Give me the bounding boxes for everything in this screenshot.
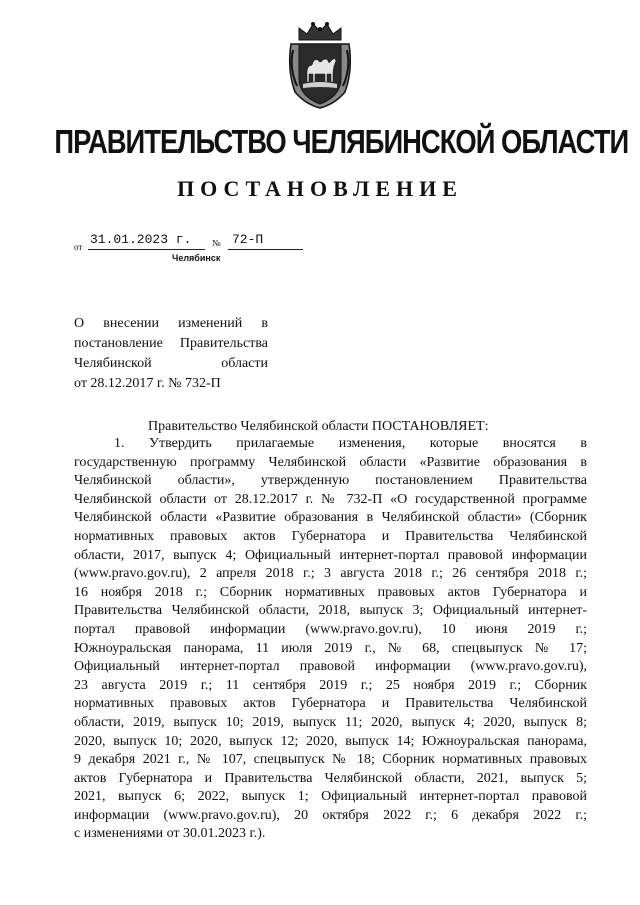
body-line: Челябинской области «Развитие образования в Челябинской области» (Сборник	[74, 510, 587, 526]
body-line: 16 ноября 2018 г.; Сборник нормативных правовых актов Губернатора и	[74, 584, 587, 600]
document-type: ПОСТАНОВЛЕНИЕ	[177, 176, 463, 201]
body-line: 9 декабря 2021 г., № 107, спецвыпуск № 18; Сборник нормативных правовых	[74, 752, 587, 768]
date-prefix: от	[74, 242, 83, 252]
body-line: Челябинской области», утвержденную постановлением Правительства	[74, 473, 587, 489]
body-line: Официальный интернет-портал правовой информации (www.pravo.gov.ru),	[74, 659, 587, 675]
body-line: 23 августа 2019 г.; 11 сентября 2019 г.; 25 ноября 2019 г.; Сборник	[74, 677, 587, 693]
body-line: государственную программу Челябинской области «Развитие образования в	[74, 454, 587, 470]
body-line: области, 2019, выпуск 10; 2019, выпуск 11; 2020, выпуск 4; 2020, выпуск 8;	[74, 714, 587, 730]
body-line: области, 2017, выпуск 4; Официальный интернет-портал правовой информации	[74, 547, 587, 563]
subject-line: постановление Правительства	[74, 336, 268, 351]
subject-line: О внесении изменений в	[74, 316, 268, 331]
body-line: Челябинской области от 28.12.2017 г. № 732-П «О государственной программе	[74, 491, 587, 507]
body-line: 2021, выпуск 6; 2022, выпуск 1; Официальный интернет-портал правовой	[74, 789, 587, 805]
document-body	[74, 435, 587, 844]
body-line: с изменениями от 30.01.2023 г.).	[74, 826, 266, 842]
date-number-line	[74, 230, 314, 254]
number-prefix: №	[212, 238, 221, 248]
subject-line: Челябинской области	[74, 356, 268, 371]
number-underline	[228, 249, 303, 250]
city-label: Челябинск	[172, 253, 221, 263]
body-line: 2020, выпуск 10; 2020, выпуск 12; 2020, выпуск 14; Южноуральская панорама,	[74, 733, 587, 749]
body-line: актов Губернатора и Правительства Челябинской области, 2021, выпуск 5;	[74, 770, 587, 786]
body-line: нормативных правовых актов Губернатора и Правительства Челябинской	[74, 696, 587, 712]
body-line: (www.pravo.gov.ru), 2 апреля 2018 г.; 3 августа 2018 г.; 26 сентября 2018 г.;	[74, 566, 587, 582]
document-date: 31.01.2023 г.	[90, 232, 192, 247]
body-line: 1. Утвердить прилагаемые изменения, которые вносятся в	[114, 436, 587, 451]
document-number: 72-П	[232, 232, 264, 247]
body-line: Правительства Челябинской области, 2018, выпуск 3; Официальный интернет-	[74, 603, 587, 619]
government-title: ПРАВИТЕЛЬСТВО ЧЕЛЯБИНСКОЙ ОБЛАСТИ	[54, 123, 629, 160]
body-line: информации (www.pravo.gov.ru), 20 октября 2022 г.; 6 декабря 2022 г.;	[74, 807, 587, 823]
body-line: портал правовой информации (www.pravo.gov.ru), 10 июня 2019 г.;	[74, 621, 587, 637]
body-line: Южноуральская панорама, 11 июля 2019 г., № 68, спецвыпуск № 17;	[74, 640, 587, 656]
document-subject	[74, 314, 268, 394]
body-line: нормативных правовых актов Губернатора и Правительства Челябинской	[74, 528, 587, 544]
coat-of-arms-icon	[285, 20, 355, 110]
subject-line: от 28.12.2017 г. № 732-П	[74, 376, 221, 391]
resolution-heading: Правительство Челябинской области ПОСТАНОВЛЯЕТ:	[148, 419, 489, 434]
date-underline	[88, 249, 205, 250]
